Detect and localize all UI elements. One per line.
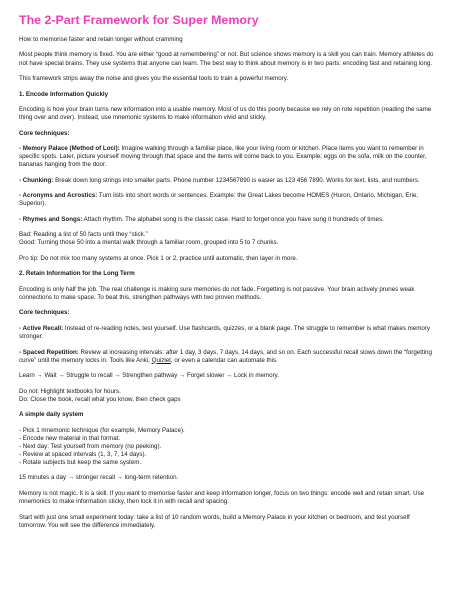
technique-acronyms <box>19 192 434 208</box>
technique-spaced-repetition <box>19 349 434 365</box>
subtitle: How to memorise faster and retain longer without cramming <box>19 36 183 43</box>
intro-paragraph-2: This framework strips away the noise and gives you the essential tools to train a powerful memory. <box>19 75 289 83</box>
memory-flow: Learn → Wait → Struggle to recall → Strengthen pathway → Forget slower → Lock in memory. <box>19 372 279 380</box>
technique-label: - Chunking: <box>19 176 54 184</box>
technique-text: Attach rhythm. The alphabet song is the classic case. Hard to forget once you have sung it hundreds of times. <box>82 215 384 223</box>
section-2-body: Encoding is only half the job. The real challenge is making sure memories do not fade. Forgetting is not passive. Your brain actively prunes weak connections to make space. To beat this, strengthen pathways with two proven methods. <box>19 285 415 301</box>
good-example: Good: Turning those 50 into a mental walk through a familiar room, grouped into 5 to 7 chunks. <box>19 239 279 247</box>
technique-text: Review at increasing intervals: after 1 day, 3 days, 7 days, 14 days, and so on. Each successful recall slows down the “forgetting curve” until the memory locks in. Tools like Anki, <box>19 348 432 364</box>
technique-label: - Memory Palace (Method of Loci): <box>19 145 120 153</box>
bad-example: Bad: Reading a list of 50 facts until they “stick.” <box>19 231 148 239</box>
daily-system-list <box>19 427 434 467</box>
technique-label: - Active Recall: <box>19 324 64 332</box>
section-1-body: Encoding is how your brain turns new information into a usable memory. Most of us do this poorly because we rely on rote repetition (reading the same thing over and over). Instead, use mnemonic systems to make information vivid and sticky. <box>19 106 432 122</box>
pro-tip: Pro tip: Do not mix too many systems at once. Pick 1 or 2, practice until automatic, then layer in more. <box>19 254 298 262</box>
technique-rhymes <box>19 216 434 224</box>
daily-system-heading: A simple daily system <box>19 411 84 419</box>
section-1-heading: 1. Encode Information Quickly <box>19 90 109 98</box>
technique-text: Break down long strings into smaller parts. Phone number 1234567890 is easier as 123 456 7890. Works for text, lists, and numbers. <box>53 176 420 184</box>
list-item: - Pick 1 mnemonic technique (for example, Memory Palace). <box>19 426 185 434</box>
technique-text: Imagine walking through a familiar place, like your living room or kitchen. Place items you want to remember in specific spots. Later, picture yourself moving through that space and the items will come back to you. Example: eggs on the sofa, milk on the counter, bananas hanging from the door. <box>19 145 427 169</box>
quizlet-word: Quizlet <box>151 356 171 364</box>
section-2-core-heading: Core techniques: <box>19 309 70 317</box>
technique-text: , or even a calendar can automate this. <box>170 356 278 364</box>
technique-label: - Rhymes and Songs: <box>19 215 83 223</box>
technique-chunking <box>19 177 434 185</box>
list-item: - Next day: Test yourself from memory (no peeking). <box>19 442 162 450</box>
do-not-line: Do not: Highlight textbooks for hours. <box>19 387 121 395</box>
section-1-core-heading: Core techniques: <box>19 129 70 137</box>
technique-text: Instead of re-reading notes, test yourself. Use flashcards, quizzes, or a blank page. The struggle to remember is what makes memory stronger. <box>19 324 430 341</box>
section-2-heading: 2. Retain Information for the Long Term <box>19 270 135 278</box>
final-paragraph: Start with just one small experiment today: take a list of 10 random words, build a Memory Palace in your kitchen or bedroom, and test yourself tomorrow. You will see the difference immediately. <box>19 513 410 529</box>
intro-paragraph: Most people think memory is fixed. You are either “good at remembering” or not. But science shows memory is a skill you can train. Memory athletes do not have special brains. They use systems that anyone can learn. The best way to think about memory is in two parts: encoding fast and retaining long. <box>19 51 434 67</box>
list-item: - Rotate subjects but keep the same system. <box>19 459 142 466</box>
technique-memory-palace <box>19 145 434 169</box>
page-title: The 2-Part Framework for Super Memory <box>19 13 259 27</box>
list-item: - Review at spaced intervals (1, 3, 7, 14 days). <box>19 450 147 458</box>
technique-label: - Acronyms and Acrostics: <box>19 192 98 200</box>
technique-active-recall <box>19 325 434 341</box>
conclusion-paragraph: Memory is not magic. It is a skill. If you want to memorise faster and keep information longer, focus on two things: encode well and retain smart. Use mnemonics to make information sticky, then lock it in with recall and spacing. <box>19 489 425 506</box>
list-item: - Encode new material in that format. <box>19 434 121 442</box>
daily-formula: 15 minutes a day → stronger recall → long-term retention. <box>19 474 179 482</box>
do-line: Do: Close the book, recall what you know, then check gaps <box>19 395 181 403</box>
technique-label: - Spaced Repetition: <box>19 348 79 356</box>
technique-text: Turn lists into short words or sentences. Example: the Great Lakes become HOMES (Huron, Ontario, Michigan, Erie, Superior). <box>19 192 419 208</box>
